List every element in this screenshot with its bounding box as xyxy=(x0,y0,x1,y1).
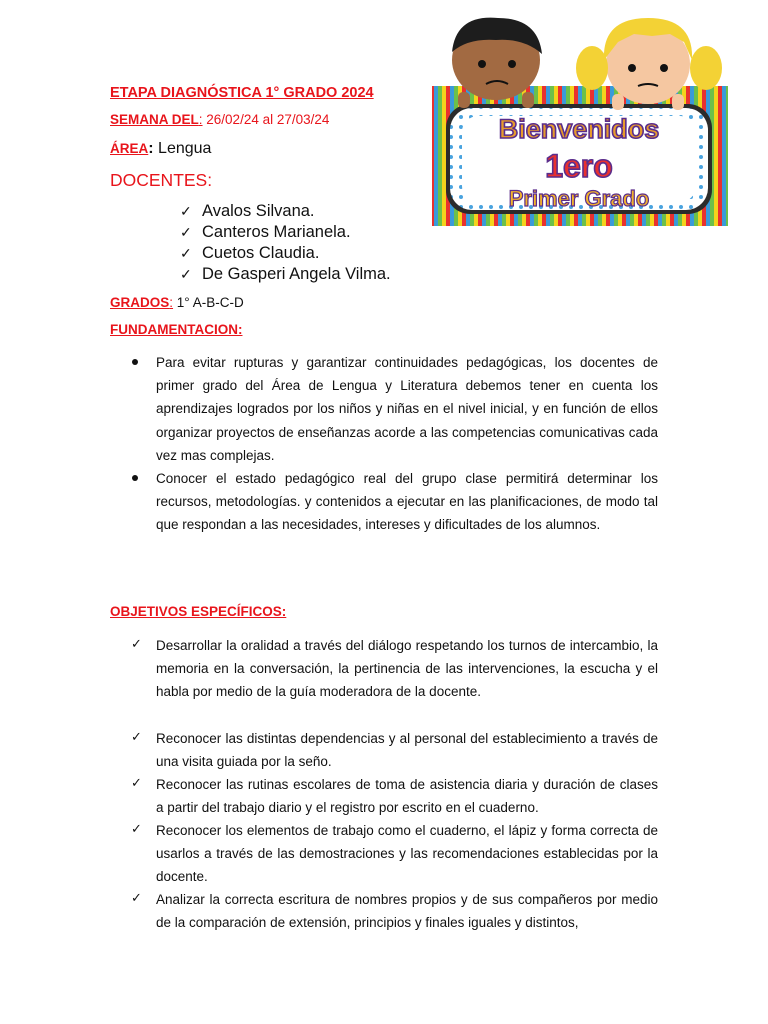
list-item xyxy=(180,264,391,285)
teachers-list xyxy=(180,201,391,285)
docentes-label: DOCENTES: xyxy=(110,170,213,190)
teacher-name: Cuetos Claudia. xyxy=(202,244,320,262)
teacher-name: De Gasperi Angela Vilma. xyxy=(202,265,391,283)
semana-label: SEMANA DEL xyxy=(110,112,199,127)
grados-value: 1° A-B-C-D xyxy=(173,295,244,310)
check-icon: ✓ xyxy=(131,636,142,651)
objetivos-heading: OBJETIVOS ESPECÍFICOS: xyxy=(110,604,287,619)
bullet-icon xyxy=(132,359,138,365)
objetivo-item: Reconocer los elementos de trabajo como el cuaderno, el lápiz y forma correcta de usarlos a través de las demostraciones y las recomendaciones establecidas por la docente. xyxy=(156,823,658,885)
area-line xyxy=(110,140,211,158)
area-value: Lengua xyxy=(153,140,212,157)
semana-value: 26/02/24 al 27/03/24 xyxy=(202,112,330,127)
fundamentacion-paragraph: Conocer el estado pedagógico real del grupo clase permitirá determinar los recursos, metodologías. y contenidos a ejecutar en las planificaciones, de modo tal que respondan a las necesidades, intereses y dificultades de los alumnos. xyxy=(156,471,658,533)
banner-line-3: Primer Grado xyxy=(508,186,650,211)
banner-line-2: 1ero xyxy=(545,148,613,184)
banner-line-1: Bienvenidos xyxy=(498,114,660,144)
check-icon: ✓ xyxy=(180,224,192,240)
check-icon: ✓ xyxy=(180,203,192,219)
objetivo-item: Analizar la correcta escritura de nombres propios y de sus compañeros por medio de la comparación de extensión, principios y finales iguales y distintos, xyxy=(156,892,658,931)
teacher-name: Canteros Marianela. xyxy=(202,223,351,241)
check-icon: ✓ xyxy=(180,266,192,282)
fundamentacion-paragraph: Para evitar rupturas y garantizar continuidades pedagógicas, los docentes de primer grado del Área de Lengua y Literatura debemos tener en cuenta los aprendizajes logrados por los niños y niñas en el nivel inicial, y en función de ellos organizar proyectos de enseñanzas acorde a las competencias comunicativas cada vez mas complejas. xyxy=(156,355,658,463)
check-icon: ✓ xyxy=(131,775,142,790)
list-item xyxy=(180,243,391,264)
area-label: ÁREA xyxy=(110,141,149,156)
teacher-name: Avalos Silvana. xyxy=(202,202,315,220)
list-item xyxy=(180,222,391,243)
check-icon: ✓ xyxy=(131,890,142,905)
grados-separator: : xyxy=(169,295,174,310)
fundamentacion-heading: FUNDAMENTACION: xyxy=(110,322,243,337)
list-item xyxy=(180,201,391,222)
semana-separator: : xyxy=(198,112,203,127)
check-icon: ✓ xyxy=(131,729,142,744)
welcome-banner-image xyxy=(426,12,730,226)
objetivo-item: Reconocer las distintas dependencias y al personal del establecimiento a través de una visita guiada por la seño. xyxy=(156,731,658,770)
semana-line xyxy=(110,112,329,127)
area-separator: : xyxy=(148,140,154,157)
grados-label: GRADOS xyxy=(110,295,170,310)
objetivo-item: Reconocer las rutinas escolares de toma de asistencia diaria y duración de clases a partir del trabajo diario y el registro por escrito en el cuaderno. xyxy=(156,777,658,816)
bullet-icon xyxy=(132,475,138,481)
objetivo-item: Desarrollar la oralidad a través del diálogo respetando los turnos de intercambio, la memoria en la conversación, la pertinencia de las intervenciones, la escucha y el habla por medio de la guía moderadora de la docente. xyxy=(156,638,658,700)
grados-line xyxy=(110,295,244,310)
document-title: ETAPA DIAGNÓSTICA 1° GRADO 2024 xyxy=(110,85,374,101)
check-icon: ✓ xyxy=(180,245,192,261)
check-icon: ✓ xyxy=(131,821,142,836)
